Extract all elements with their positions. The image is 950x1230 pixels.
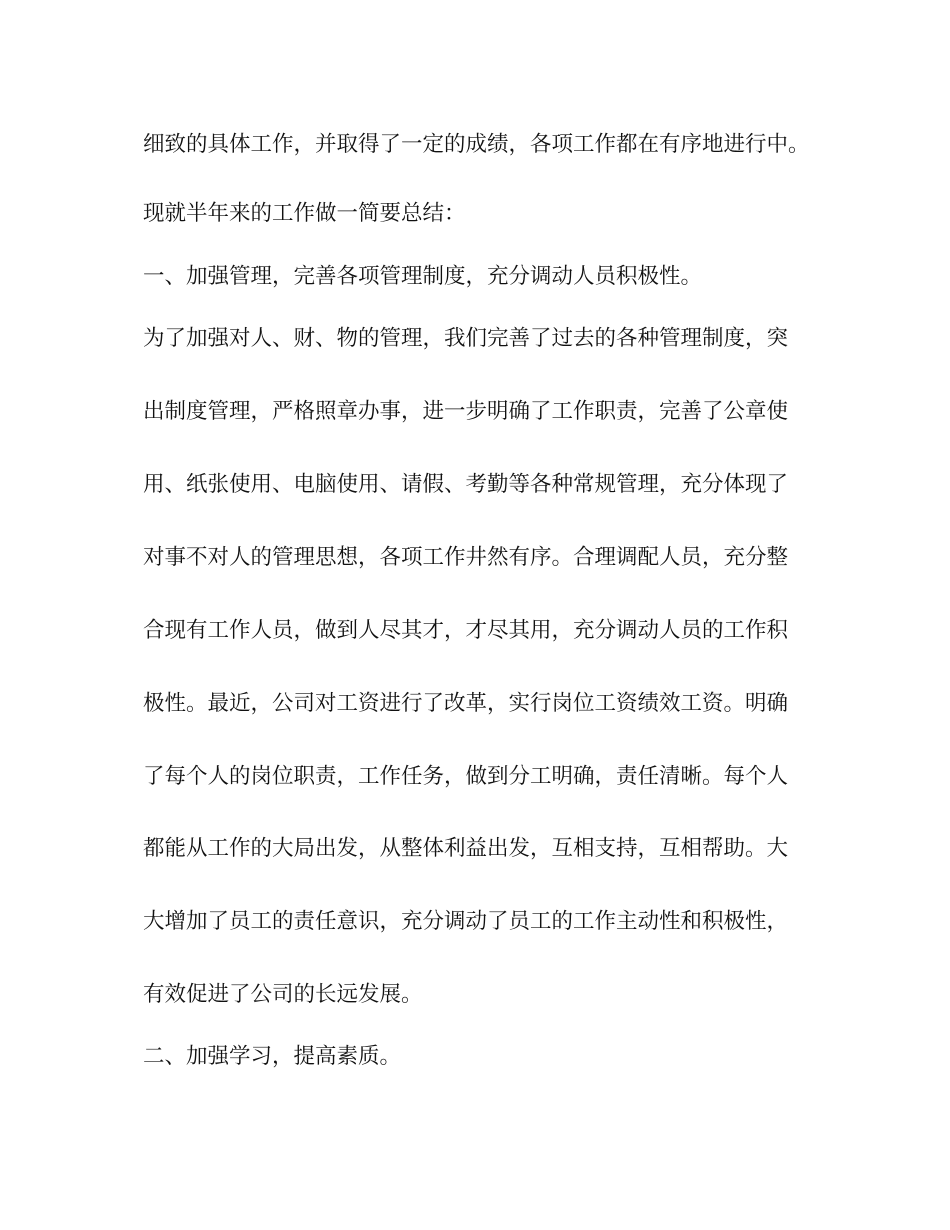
text-line: 出制度管理，严格照章办事，进一步明确了工作职责，完善了公章使 xyxy=(143,399,789,424)
text-line: 大增加了员工的责任意识，充分调动了员工的工作主动性和积极性， xyxy=(143,909,789,934)
text-line: 极性。最近，公司对工资进行了改革，实行岗位工资绩效工资。明确 xyxy=(143,691,789,716)
text-line: 了每个人的岗位职责，工作任务，做到分工明确，责任清晰。每个人 xyxy=(143,764,789,789)
text-line: 有效促进了公司的长远发展。 xyxy=(143,982,423,1007)
text-line: 现就半年来的工作做一简要总结： xyxy=(143,201,466,226)
section-heading: 二、加强学习，提高素质。 xyxy=(143,1044,402,1069)
text-line: 用、纸张使用、电脑使用、请假、考勤等各种常规管理，充分体现了 xyxy=(143,472,789,497)
text-line: 细致的具体工作，并取得了一定的成绩，各项工作都在有序地进行中。 xyxy=(143,132,810,157)
text-line: 对事不对人的管理思想，各项工作井然有序。合理调配人员，充分整 xyxy=(143,545,789,570)
text-line: 都能从工作的大局出发，从整体利益出发，互相支持，互相帮助。大 xyxy=(143,836,789,861)
section-heading: 一、加强管理，完善各项管理制度，充分调动人员积极性。 xyxy=(143,264,703,289)
text-line: 合现有工作人员，做到人尽其才，才尽其用，充分调动人员的工作积 xyxy=(143,618,789,643)
text-line: 为了加强对人、财、物的管理，我们完善了过去的各种管理制度，突 xyxy=(143,326,789,351)
